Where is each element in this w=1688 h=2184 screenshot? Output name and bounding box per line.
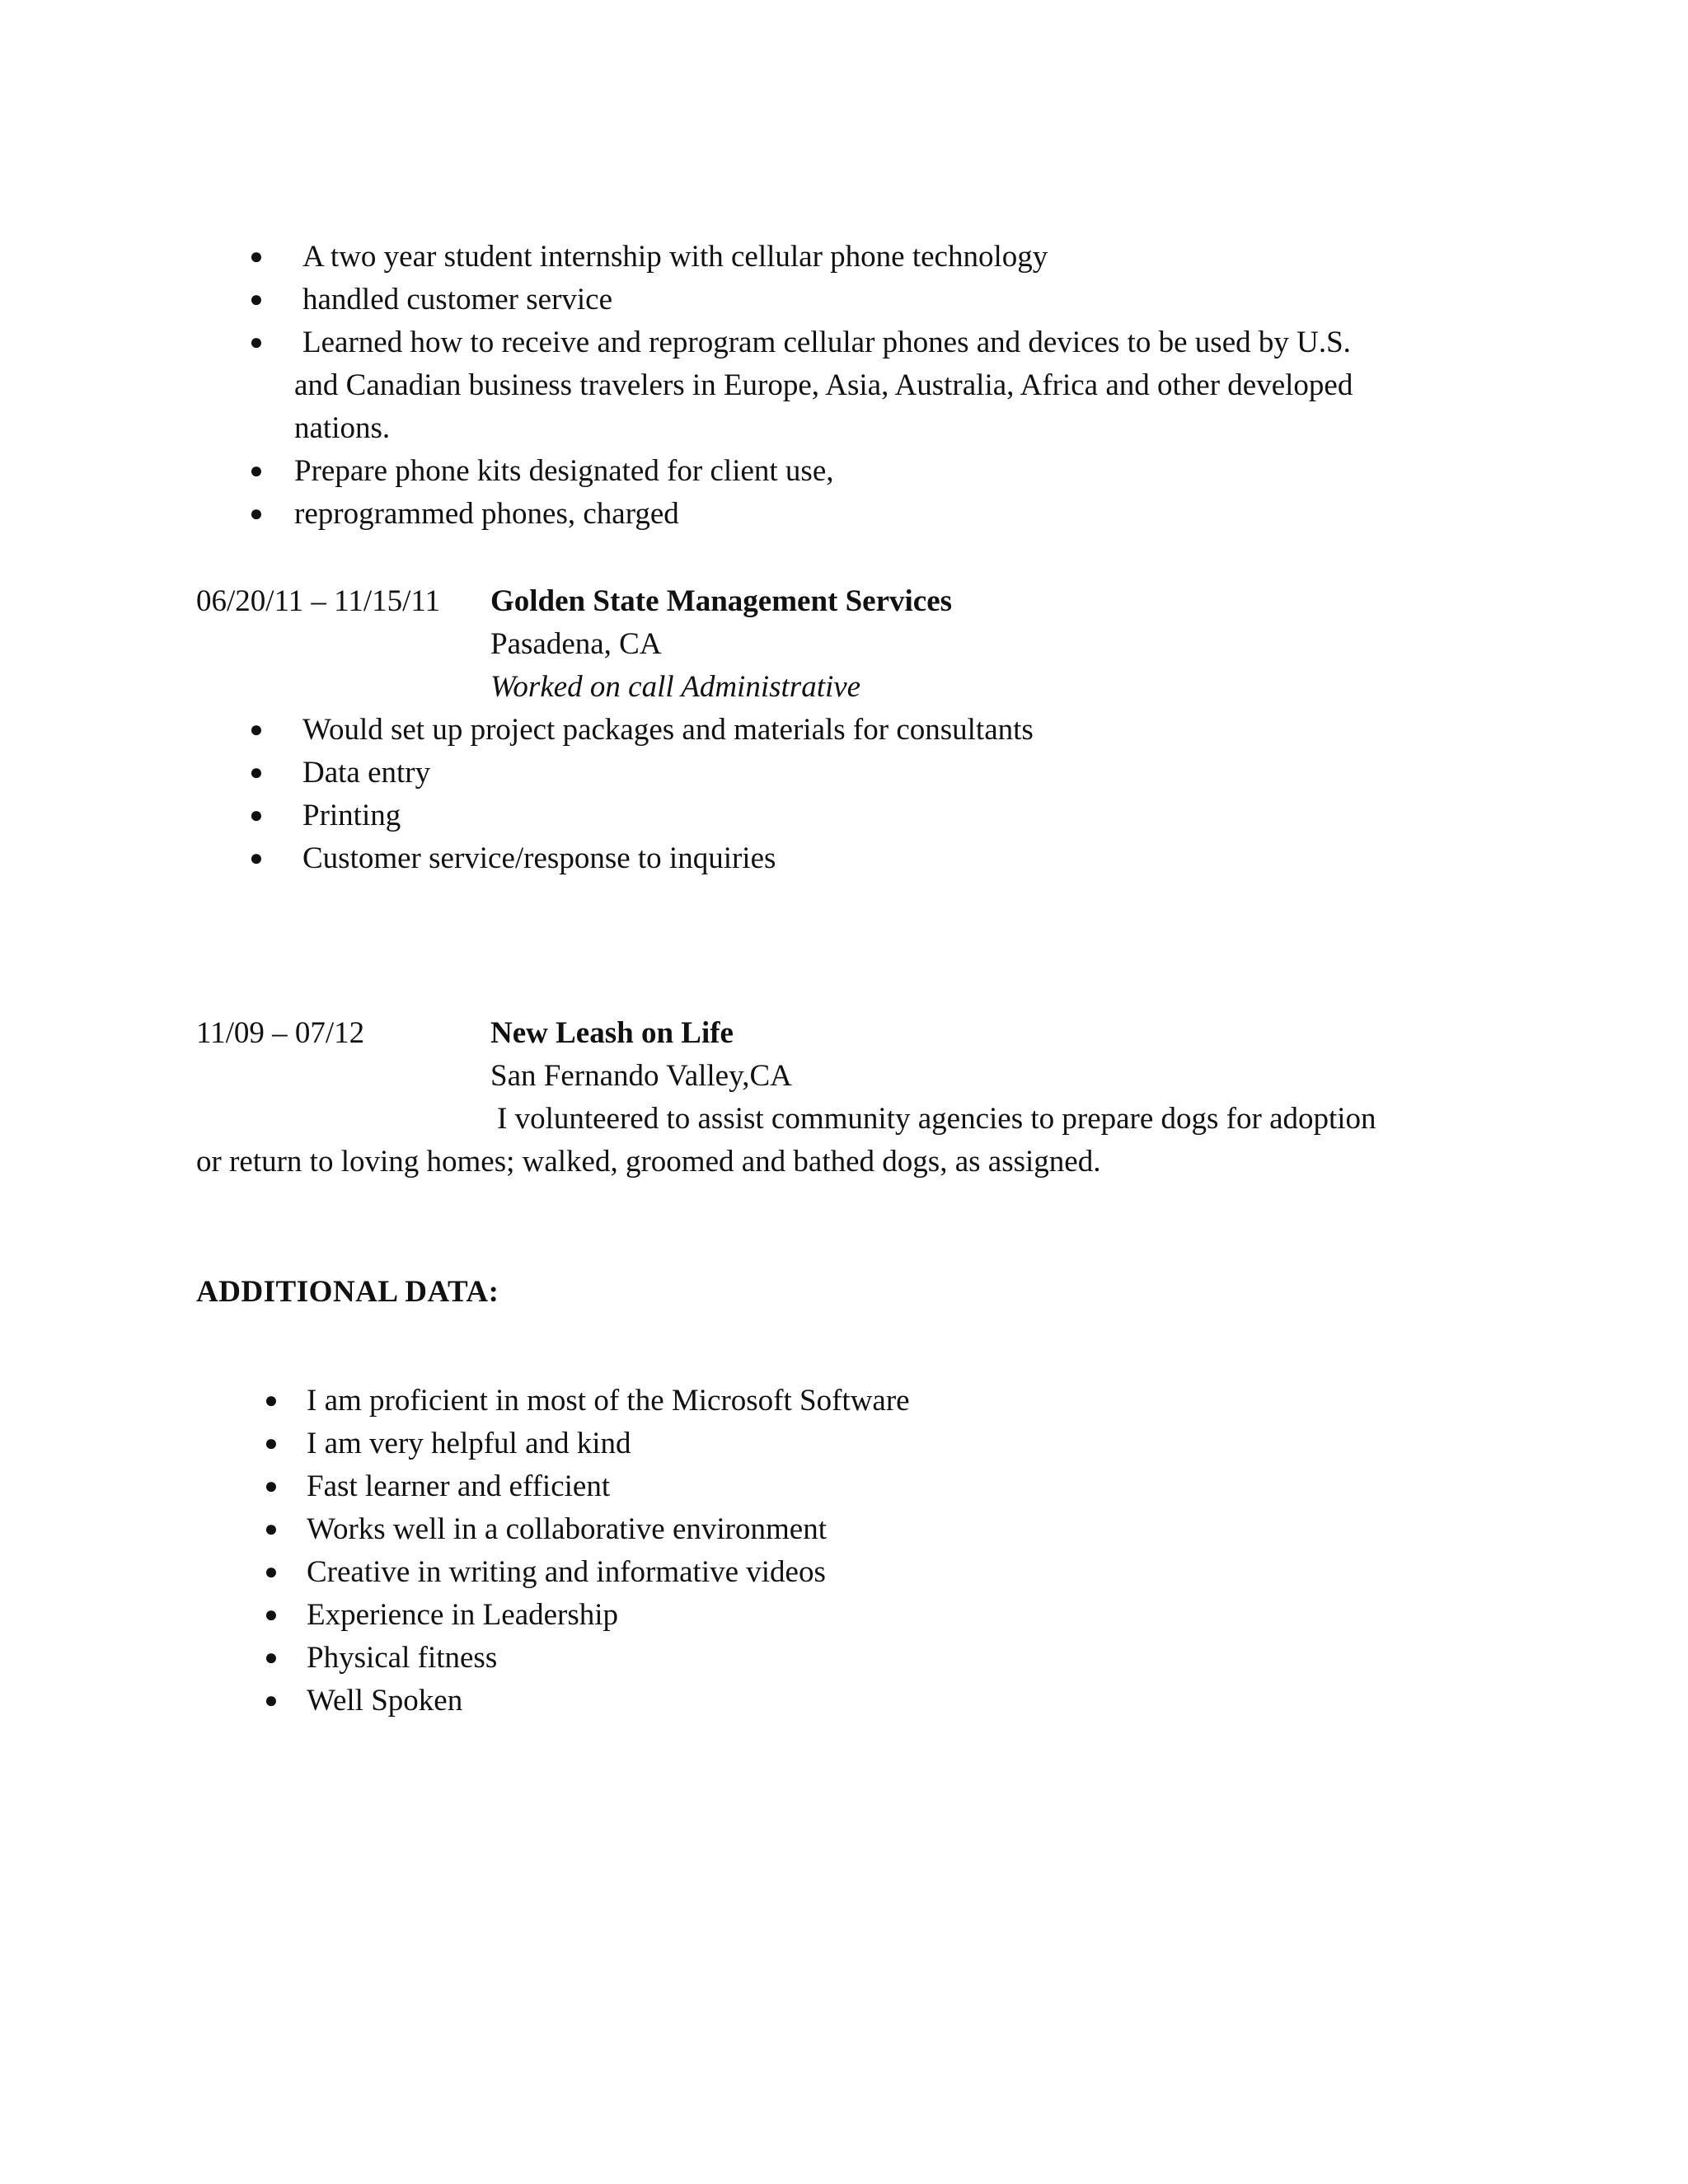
job-dates: 06/20/11 – 11/15/11 — [196, 584, 440, 618]
internship-bullet-1: A two year student internship with cellular phone technology — [302, 240, 1048, 274]
bullet-marker: ● — [264, 1431, 279, 1456]
internship-bullet-4: Prepare phone kits designated for client use, — [294, 454, 834, 488]
additional-bullet-2: I am very helpful and kind — [307, 1427, 631, 1460]
section-heading: ADDITIONAL DATA: — [196, 1275, 499, 1309]
bullet-marker: ● — [264, 1688, 279, 1713]
job-bullet-2: Data entry — [302, 756, 431, 790]
job-location: Pasadena, CA — [490, 627, 662, 661]
bullet-marker: ● — [264, 1516, 279, 1542]
job-description-line-2: or return to loving homes; walked, groomed and bathed dogs, as assigned. — [196, 1145, 1101, 1179]
job-bullet-3: Printing — [302, 799, 401, 832]
bullet-marker: ● — [249, 846, 264, 871]
bullet-marker: ● — [249, 803, 264, 828]
bullet-marker: ● — [264, 1602, 279, 1628]
bullet-marker: ● — [264, 1388, 279, 1413]
additional-bullet-4: Works well in a collaborative environment — [307, 1512, 827, 1546]
job-location: San Fernando Valley,CA — [490, 1059, 792, 1093]
bullet-marker: ● — [249, 287, 264, 312]
additional-bullet-5: Creative in writing and informative videos — [307, 1555, 826, 1589]
job-description-line-1: I volunteered to assist community agencies to prepare dogs for adoption — [497, 1102, 1376, 1136]
additional-bullet-1: I am proficient in most of the Microsoft Software — [307, 1384, 910, 1418]
internship-bullet-2: handled customer service — [302, 283, 613, 316]
job-title: Worked on call Administrative — [490, 670, 861, 704]
bullet-marker: ● — [249, 244, 264, 269]
bullet-marker: ● — [249, 717, 264, 743]
job-company: Golden State Management Services — [490, 584, 953, 618]
job-dates: 11/09 – 07/12 — [196, 1016, 365, 1050]
additional-bullet-6: Experience in Leadership — [307, 1598, 619, 1632]
job-company: New Leash on Life — [490, 1016, 734, 1050]
additional-bullet-3: Fast learner and efficient — [307, 1469, 611, 1503]
additional-bullet-7: Physical fitness — [307, 1641, 498, 1675]
internship-bullet-3-line-3: nations. — [294, 411, 391, 445]
bullet-marker: ● — [249, 458, 264, 484]
job-bullet-1: Would set up project packages and materials for consultants — [302, 713, 1034, 747]
internship-bullet-3-line-2: and Canadian business travelers in Europe, Asia, Australia, Africa and other developed — [294, 368, 1353, 402]
internship-bullet-3-line-1: Learned how to receive and reprogram cellular phones and devices to be used by U.S. — [302, 326, 1351, 359]
internship-bullet-5: reprogrammed phones, charged — [294, 497, 679, 531]
bullet-marker: ● — [249, 760, 264, 785]
bullet-marker: ● — [264, 1474, 279, 1499]
job-bullet-4: Customer service/response to inquiries — [302, 841, 776, 875]
additional-bullet-8: Well Spoken — [307, 1684, 463, 1718]
bullet-marker: ● — [264, 1559, 279, 1585]
bullet-marker: ● — [249, 501, 264, 527]
bullet-marker: ● — [249, 330, 264, 355]
bullet-marker: ● — [264, 1645, 279, 1671]
